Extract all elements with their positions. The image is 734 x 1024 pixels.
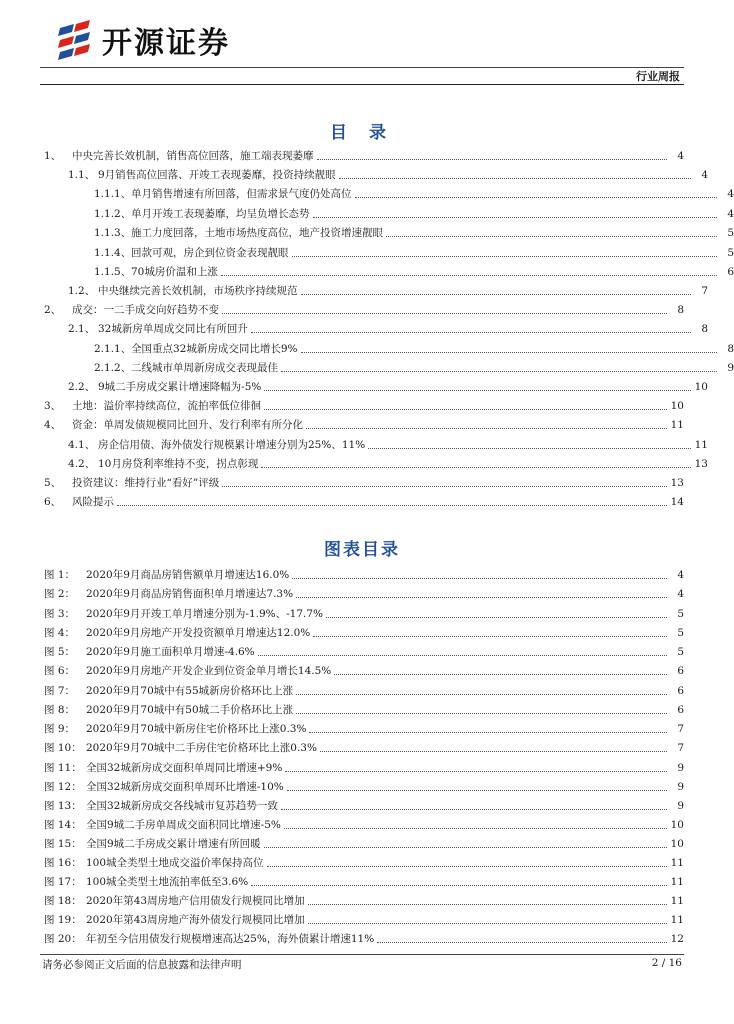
- toc-entry-number: 1.1.5、: [94, 266, 132, 278]
- figure-entry-text: 全国9城二手房成交累计增速有所回暖: [86, 838, 261, 850]
- leader-dots: [281, 371, 717, 372]
- figure-entry-text: 2020年9月施工面积单月增速-4.6%: [86, 646, 255, 658]
- toc-entry-text: 房企信用债、海外债发行规模累计增速分别为25%、11%: [98, 439, 366, 451]
- toc-entry-text: 成交：一二手成交向好趋势不变: [72, 304, 219, 316]
- toc-entry-number: 2.1、: [68, 323, 96, 335]
- toc-entry-page: 4: [727, 208, 734, 220]
- leader-dots: [326, 617, 667, 618]
- figure-entry-page: 11: [670, 914, 684, 926]
- leader-dots: [285, 771, 667, 772]
- toc-entry-page: 10: [670, 400, 684, 412]
- toc-entry-text: 70城房价温和上涨: [131, 266, 218, 278]
- toc-entry-page: 7: [701, 285, 708, 297]
- leader-dots: [258, 655, 667, 656]
- figure-entry-page: 5: [677, 646, 684, 658]
- figure-entry[interactable]: [44, 699, 684, 717]
- toc-entry-text: 施工力度回落，土地市场热度高位，地产投资增速靓眼: [131, 227, 383, 239]
- toc-entry-number: 4.2、: [68, 458, 96, 470]
- leader-dots: [264, 390, 691, 391]
- leader-dots: [317, 159, 668, 160]
- leader-dots: [281, 809, 667, 810]
- toc-entry[interactable]: [44, 491, 684, 509]
- toc-entry-text: 资金：单周发债规模同比回升、发行利率有所分化: [72, 419, 303, 431]
- figure-entry-text: 2020年第43周房地产信用债发行规模同比增加: [86, 895, 305, 907]
- toc-entry[interactable]: [44, 280, 708, 298]
- toc-entry-number: 1.1.1、: [94, 188, 132, 200]
- header-divider-bottom: [40, 84, 684, 85]
- toc-entry-number: 2.1.2、: [94, 362, 132, 374]
- toc-entry[interactable]: [44, 357, 734, 375]
- figure-entry-page: 6: [677, 704, 684, 716]
- figure-entry[interactable]: [44, 737, 684, 755]
- leader-dots: [296, 597, 667, 598]
- figure-entry-number: 图 4：: [44, 627, 76, 639]
- leader-dots: [264, 409, 667, 410]
- figure-entry-text: 100城全类型土地流拍率低至3.6%: [86, 876, 249, 888]
- figure-entry-text: 全国32城新房成交各线城市复苏趋势一致: [86, 800, 278, 812]
- page-header: [40, 14, 684, 84]
- toc-entry-number: 1.1.4、: [94, 247, 132, 259]
- toc-entry-number: 1.2、: [68, 285, 96, 297]
- toc-entry-page: 9: [727, 362, 734, 374]
- leader-dots: [264, 847, 667, 848]
- toc-entry-number: 5、: [44, 477, 62, 489]
- figure-entry-text: 年初至今信用债发行规模增速高达25%，海外债累计增速11%: [86, 933, 375, 945]
- figure-entry-number: 图 8：: [44, 704, 76, 716]
- toc-entry-number: 4.1、: [68, 439, 96, 451]
- leader-dots: [287, 790, 667, 791]
- figure-entry-number: 图 2：: [44, 588, 76, 600]
- leader-dots: [313, 217, 718, 218]
- header-divider: [40, 67, 684, 68]
- toc-entry-page: 4: [701, 169, 708, 181]
- figure-entry[interactable]: [44, 795, 684, 813]
- figure-entry-number: 图 15：: [44, 838, 82, 850]
- figure-entry-page: 7: [677, 723, 684, 735]
- leader-dots: [377, 942, 667, 943]
- toc-entry[interactable]: [44, 318, 708, 336]
- figure-entry-page: 9: [677, 781, 684, 793]
- toc-entry-page: 8: [701, 323, 708, 335]
- toc-entry[interactable]: [44, 434, 708, 452]
- leader-dots: [261, 467, 691, 468]
- figure-entry-page: 6: [677, 685, 684, 697]
- toc-entry-number: 1.1.2、: [94, 208, 132, 220]
- toc-entry-text: 单月开竣工表现萎靡，均呈负增长态势: [131, 208, 310, 220]
- figure-entry-text: 2020年9月商品房销售额单月增速达16.0%: [86, 569, 290, 581]
- toc-entry[interactable]: [44, 453, 708, 471]
- figure-entry-number: 图 6：: [44, 665, 76, 677]
- figure-entry-page: 5: [677, 608, 684, 620]
- leader-dots: [221, 275, 717, 276]
- figure-entry-text: 2020年9月70城中二手房住宅价格环比上涨0.3%: [86, 742, 317, 754]
- figure-entry[interactable]: [44, 660, 684, 678]
- toc-entry-page: 14: [670, 496, 684, 508]
- figure-entry-number: 图 3：: [44, 608, 76, 620]
- toc-entry-text: 二线城市单周新房成交表现最佳: [131, 362, 278, 374]
- toc-entry-text: 土地：溢价率持续高位，流拍率低位徘徊: [72, 400, 261, 412]
- figure-entry-page: 11: [670, 876, 684, 888]
- leader-dots: [296, 713, 667, 714]
- figure-entry-number: 图 18：: [44, 895, 82, 907]
- toc-entry-text: 9城二手房成交累计增速降幅为-5%: [98, 381, 262, 393]
- toc-entry-text: 单月销售增速有所回落，但需求景气度仍处高位: [131, 188, 352, 200]
- figure-entry[interactable]: [44, 852, 684, 870]
- footer-disclaimer: 请务必参阅正文后面的信息披露和法律声明: [42, 959, 242, 971]
- figure-entry-page: 9: [677, 800, 684, 812]
- toc-entry[interactable]: [44, 222, 734, 240]
- figure-entry-text: 2020年9月70城中有55城新房价格环比上涨: [86, 685, 294, 697]
- figure-entry-number: 图 17：: [44, 876, 82, 888]
- toc-entry-page: 11: [694, 439, 708, 451]
- page-number: 2 / 16: [651, 957, 682, 969]
- leader-dots: [117, 505, 667, 506]
- toc-entry[interactable]: [44, 299, 684, 317]
- brand-name: 开源证券: [102, 26, 230, 61]
- toc-title: 目 录: [330, 123, 394, 143]
- figure-entry-page: 6: [677, 665, 684, 677]
- figure-entry-text: 100城全类型土地成交溢价率保持高位: [86, 857, 264, 869]
- figure-entry[interactable]: [44, 718, 684, 736]
- toc-entry-text: 中央完善长效机制，销售高位回落，施工端表现萎靡: [72, 150, 314, 162]
- toc-entry[interactable]: [44, 472, 684, 490]
- leader-dots: [313, 636, 667, 637]
- figure-entry[interactable]: [44, 890, 684, 908]
- toc-entry-number: 6、: [44, 496, 62, 508]
- footer-divider: [40, 954, 684, 955]
- figure-entry[interactable]: [44, 776, 684, 794]
- toc-entry[interactable]: [44, 183, 734, 201]
- figure-entry-text: 2020年9月70城中新房住宅价格环比上涨0.3%: [86, 723, 307, 735]
- figure-entry-page: 11: [670, 895, 684, 907]
- leader-dots: [292, 256, 718, 257]
- toc-entry-page: 5: [727, 247, 734, 259]
- figure-entry-text: 2020年9月70城中有50城二手价格环比上涨: [86, 704, 294, 716]
- figure-entry-page: 10: [670, 819, 684, 831]
- figure-entry-page: 5: [677, 627, 684, 639]
- figure-entry-text: 全国32城新房成交面积单周同比增速+9%: [86, 762, 283, 774]
- toc-entry[interactable]: [44, 203, 734, 221]
- leader-dots: [386, 236, 717, 237]
- figure-entry-page: 10: [670, 838, 684, 850]
- figure-entry-text: 2020年9月商品房销售面积单月增速达7.3%: [86, 588, 294, 600]
- figure-entry-number: 图 20：: [44, 933, 82, 945]
- toc-entry-text: 投资建议：维持行业“看好”评级: [72, 477, 220, 489]
- figure-entry-number: 图 5：: [44, 646, 76, 658]
- toc-entry[interactable]: [44, 376, 708, 394]
- toc-entry-number: 2.2、: [68, 381, 96, 393]
- toc-entry-text: 10月房贷利率维持不变，拐点彰现: [98, 458, 259, 470]
- figure-entry-page: 12: [670, 933, 684, 945]
- figure-entry-page: 7: [677, 742, 684, 754]
- toc-entry-page: 8: [677, 304, 684, 316]
- toc-entry-page: 4: [677, 150, 684, 162]
- leader-dots: [267, 866, 667, 867]
- toc-entry-number: 3、: [44, 400, 62, 412]
- leader-dots: [308, 923, 667, 924]
- figure-entry[interactable]: [44, 564, 684, 582]
- leader-dots: [320, 751, 667, 752]
- leader-dots: [308, 904, 667, 905]
- figure-entry-number: 图 12：: [44, 781, 82, 793]
- figure-entry[interactable]: [44, 833, 684, 851]
- figure-entry-text: 2020年9月开竣工单月增速分别为-1.9%、-17.7%: [86, 608, 324, 620]
- toc-entry-number: 1.1.3、: [94, 227, 132, 239]
- figure-entry[interactable]: [44, 622, 684, 640]
- figure-entry[interactable]: [44, 757, 684, 775]
- leader-dots: [339, 178, 691, 179]
- figures-title: 图表目录: [324, 540, 400, 560]
- figure-entry[interactable]: [44, 680, 684, 698]
- company-logo: [54, 18, 230, 62]
- leader-dots: [301, 352, 717, 353]
- leader-dots: [251, 332, 691, 333]
- toc-entry[interactable]: [44, 414, 684, 432]
- figure-entry-number: 图 10：: [44, 742, 82, 754]
- leader-dots: [284, 828, 667, 829]
- leader-dots: [306, 428, 667, 429]
- figure-entry[interactable]: [44, 928, 684, 946]
- toc-entry-page: 4: [727, 188, 734, 200]
- leader-dots: [292, 578, 667, 579]
- leader-dots: [301, 294, 692, 295]
- figure-entry-text: 全国32城新房成交面积单周环比增速-10%: [86, 781, 284, 793]
- leader-dots: [296, 694, 667, 695]
- toc-entry-page: 13: [670, 477, 684, 489]
- figure-entry-text: 2020年第43周房地产海外债发行规模同比增加: [86, 914, 305, 926]
- figure-entry-page: 11: [670, 857, 684, 869]
- figure-entry-text: 2020年9月房地产开发企业到位资金单月增长14.5%: [86, 665, 332, 677]
- toc-entry-text: 中央继续完善长效机制，市场秩序持续规范: [98, 285, 298, 297]
- figure-entry-text: 2020年9月房地产开发投资额单月增速达12.0%: [86, 627, 311, 639]
- figure-entry-page: 4: [677, 569, 684, 581]
- figure-entry-number: 图 9：: [44, 723, 76, 735]
- toc-entry-text: 全国重点32城新房成交同比增长9%: [131, 343, 298, 355]
- toc-entry-page: 6: [727, 266, 734, 278]
- figure-entry-number: 图 7：: [44, 685, 76, 697]
- logo-mark-icon: [54, 20, 94, 60]
- figure-entry[interactable]: [44, 603, 684, 621]
- leader-dots: [309, 732, 667, 733]
- toc-entry-page: 5: [727, 227, 734, 239]
- figure-entry-number: 图 1：: [44, 569, 76, 581]
- figure-entry[interactable]: [44, 909, 684, 927]
- toc-entry-page: 11: [670, 419, 684, 431]
- toc-entry[interactable]: [44, 261, 734, 279]
- toc-entry-text: 9月销售高位回落、开竣工表现萎靡，投资持续靓眼: [98, 169, 336, 181]
- leader-dots: [222, 313, 667, 314]
- toc-entry-number: 2.1.1、: [94, 343, 132, 355]
- leader-dots: [334, 674, 667, 675]
- leader-dots: [222, 486, 667, 487]
- leader-dots: [251, 885, 667, 886]
- figure-entry-page: 4: [677, 588, 684, 600]
- figure-entry-page: 9: [677, 762, 684, 774]
- figure-entry[interactable]: [44, 814, 684, 832]
- leader-dots: [355, 197, 718, 198]
- toc-entry[interactable]: [44, 164, 708, 182]
- toc-entry-number: 1、: [44, 150, 62, 162]
- figure-entry-text: 全国9城二手房单周成交面积同比增速-5%: [86, 819, 281, 831]
- figure-entry-number: 图 11：: [44, 762, 82, 774]
- toc-entry[interactable]: [44, 395, 684, 413]
- toc-entry-text: 回款可观，房企到位资金表现靓眼: [131, 247, 289, 259]
- toc-entry[interactable]: [44, 145, 684, 163]
- figure-entry-number: 图 13：: [44, 800, 82, 812]
- report-type: 行业周报: [636, 70, 680, 83]
- toc-entry-text: 风险提示: [72, 496, 114, 508]
- toc-entry-page: 8: [727, 343, 734, 355]
- figure-entry[interactable]: [44, 583, 684, 601]
- figure-entry-number: 图 14：: [44, 819, 82, 831]
- figure-entry-number: 图 19：: [44, 914, 82, 926]
- toc-entry-page: 10: [694, 381, 708, 393]
- toc-entry[interactable]: [44, 242, 734, 260]
- toc-entry-number: 4、: [44, 419, 62, 431]
- toc-entry-number: 1.1、: [68, 169, 96, 181]
- figure-entry[interactable]: [44, 641, 684, 659]
- toc-entry-number: 2、: [44, 304, 62, 316]
- toc-entry[interactable]: [44, 338, 734, 356]
- figure-entry[interactable]: [44, 871, 684, 889]
- toc-entry-text: 32城新房单周成交同比有所回升: [98, 323, 248, 335]
- figure-entry-number: 图 16：: [44, 857, 82, 869]
- toc-entry-page: 13: [694, 458, 708, 470]
- leader-dots: [368, 448, 691, 449]
